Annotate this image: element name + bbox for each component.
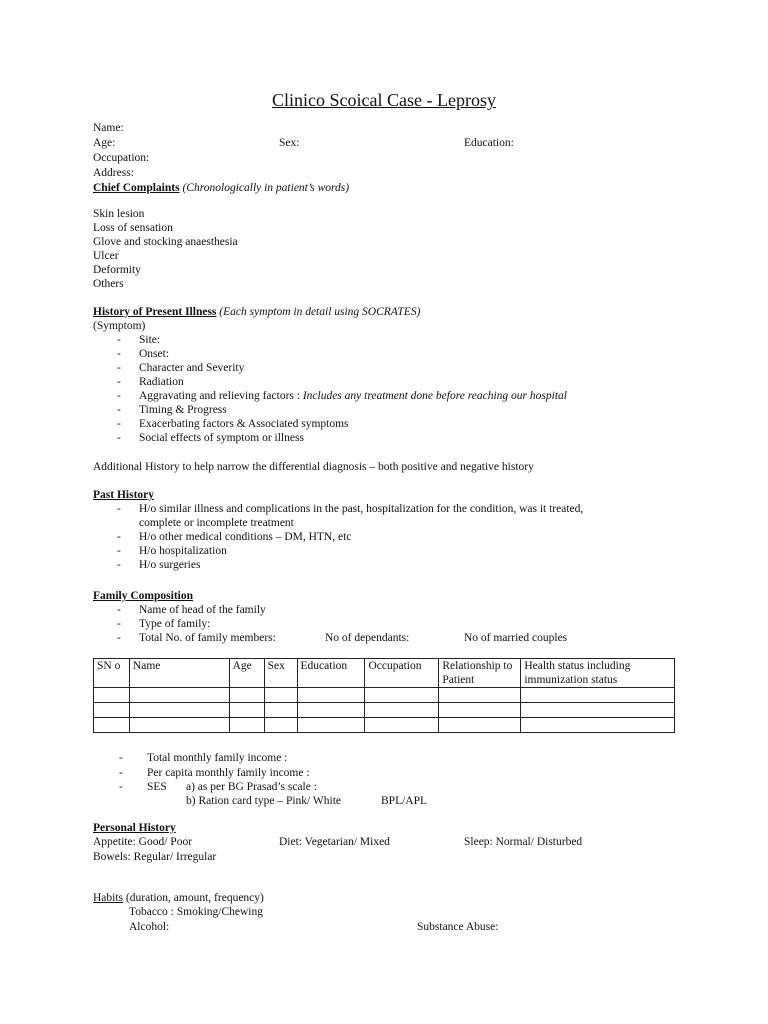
address-field-label: Address:: [93, 167, 134, 179]
bullet-dash: -: [117, 531, 121, 543]
bullet-dash: -: [117, 418, 121, 430]
hpi-item: Site:: [139, 334, 161, 346]
ses-bg-prasad: a) as per BG Prasad’s scale :: [186, 781, 317, 793]
family-composition-heading: Family Composition: [93, 590, 193, 602]
bullet-dash: -: [117, 559, 121, 571]
total-income-label: Total monthly family income :: [147, 752, 288, 764]
past-history-item: H/o similar illness and complications in the past, hospitalization for the condition, was it treated,: [139, 503, 584, 515]
hpi-title: History of Present Illness: [93, 306, 217, 318]
complaint-item: Ulcer: [93, 250, 119, 262]
substance-abuse-label: Substance Abuse:: [417, 921, 499, 933]
family-item: Total No. of family members:: [139, 632, 276, 644]
page-title: Clinico Scoical Case - Leprosy: [272, 90, 496, 110]
dependants-label: No of dependants:: [325, 632, 410, 644]
alcohol-label: Alcohol:: [129, 921, 170, 933]
symptom-label: (Symptom): [93, 320, 146, 332]
bullet-dash: -: [117, 362, 121, 374]
bullet-dash: -: [117, 632, 121, 644]
habits-note: (duration, amount, frequency): [123, 892, 264, 904]
age-field-label: Age:: [93, 137, 116, 149]
hpi-item: Radiation: [139, 376, 184, 388]
bullet-dash: -: [119, 752, 123, 764]
bowels-label: Bowels: Regular/ Irregular: [93, 851, 217, 863]
hpi-item-text: Aggravating and relieving factors :: [139, 390, 303, 402]
complaint-item: Loss of sensation: [93, 222, 173, 234]
bullet-dash: -: [117, 604, 121, 616]
bullet-dash: -: [117, 432, 121, 444]
table-header-cell: Age: [229, 659, 264, 688]
table-header-cell: Health status including immunization status: [521, 659, 675, 688]
aggravating-note: Includes any treatment done before reaching our hospital: [302, 390, 567, 402]
sex-field-label: Sex:: [279, 137, 300, 149]
sleep-label: Sleep: Normal/ Disturbed: [464, 836, 583, 848]
complaint-item: Glove and stocking anaesthesia: [93, 236, 238, 248]
bpl-apl-label: BPL/APL: [381, 795, 428, 807]
hpi-item: Timing & Progress: [139, 404, 227, 416]
bullet-dash: -: [117, 404, 121, 416]
bullet-dash: -: [117, 618, 121, 630]
past-history-heading: Past History: [93, 489, 155, 501]
per-capita-income-label: Per capita monthly family income :: [147, 767, 310, 779]
bullet-dash: -: [117, 376, 121, 388]
bullet-dash: -: [117, 390, 121, 402]
occupation-field-label: Occupation:: [93, 152, 150, 164]
appetite-label: Appetite: Good/ Poor: [93, 836, 193, 848]
table-header-cell: Name: [129, 659, 229, 688]
chief-complaints-title: Chief Complaints: [93, 182, 180, 194]
table-header-cell: Occupation: [365, 659, 439, 688]
education-field-label: Education:: [464, 137, 514, 149]
ses-ration-card: b) Ration card type – Pink/ White: [186, 795, 342, 807]
hpi-heading: [93, 305, 420, 319]
hpi-item: Exacerbating factors & Associated symptoms: [139, 418, 349, 430]
personal-history-heading: Personal History: [93, 822, 176, 834]
complaint-item: Deformity: [93, 264, 141, 276]
hpi-item: Character and Severity: [139, 362, 245, 374]
bullet-dash: -: [117, 545, 121, 557]
table-row: [94, 703, 675, 718]
chief-complaints-note: (Chronologically in patient’s words): [182, 182, 350, 194]
diet-label: Diet: Vegetarian/ Mixed: [279, 836, 390, 848]
name-field-label: Name:: [93, 122, 124, 134]
past-history-item: H/o surgeries: [139, 559, 201, 571]
family-item: Name of head of the family: [139, 604, 266, 616]
table-header-cell: Education: [297, 659, 365, 688]
tobacco-label: Tobacco : Smoking/Chewing: [129, 906, 263, 918]
hpi-item: Onset:: [139, 348, 170, 360]
table-header-cell: SN o: [94, 659, 130, 688]
ses-label: SES: [147, 781, 167, 793]
past-history-item: H/o other medical conditions – DM, HTN, etc: [139, 531, 352, 543]
past-history-item: H/o hospitalization: [139, 545, 227, 557]
table-header-cell: Relationship to Patient: [439, 659, 521, 688]
bullet-dash: -: [119, 781, 123, 793]
family-table: [93, 658, 675, 733]
hpi-item: Social effects of symptom or illness: [139, 432, 304, 444]
bullet-dash: -: [117, 503, 121, 515]
habits-title: Habits: [93, 892, 124, 904]
habits-heading: [93, 891, 264, 905]
family-item: Type of family:: [139, 618, 211, 630]
complaint-item: Others: [93, 278, 124, 290]
married-couples-label: No of married couples: [464, 632, 568, 644]
additional-history: Additional History to help narrow the differential diagnosis – both positive and negative history: [93, 461, 534, 473]
bullet-dash: -: [117, 348, 121, 360]
bullet-dash: -: [117, 334, 121, 346]
table-row: [94, 688, 675, 703]
hpi-item-aggravating: [139, 389, 567, 403]
table-header-cell: Sex: [264, 659, 297, 688]
bullet-dash: -: [119, 767, 123, 779]
complaint-item: Skin lesion: [93, 208, 145, 220]
table-row: [94, 718, 675, 733]
chief-complaints-heading: [93, 181, 349, 195]
table-header-row: [94, 659, 675, 688]
hpi-note: (Each symptom in detail using SOCRATES): [219, 306, 421, 318]
past-history-item-cont: complete or incomplete treatment: [139, 517, 294, 529]
